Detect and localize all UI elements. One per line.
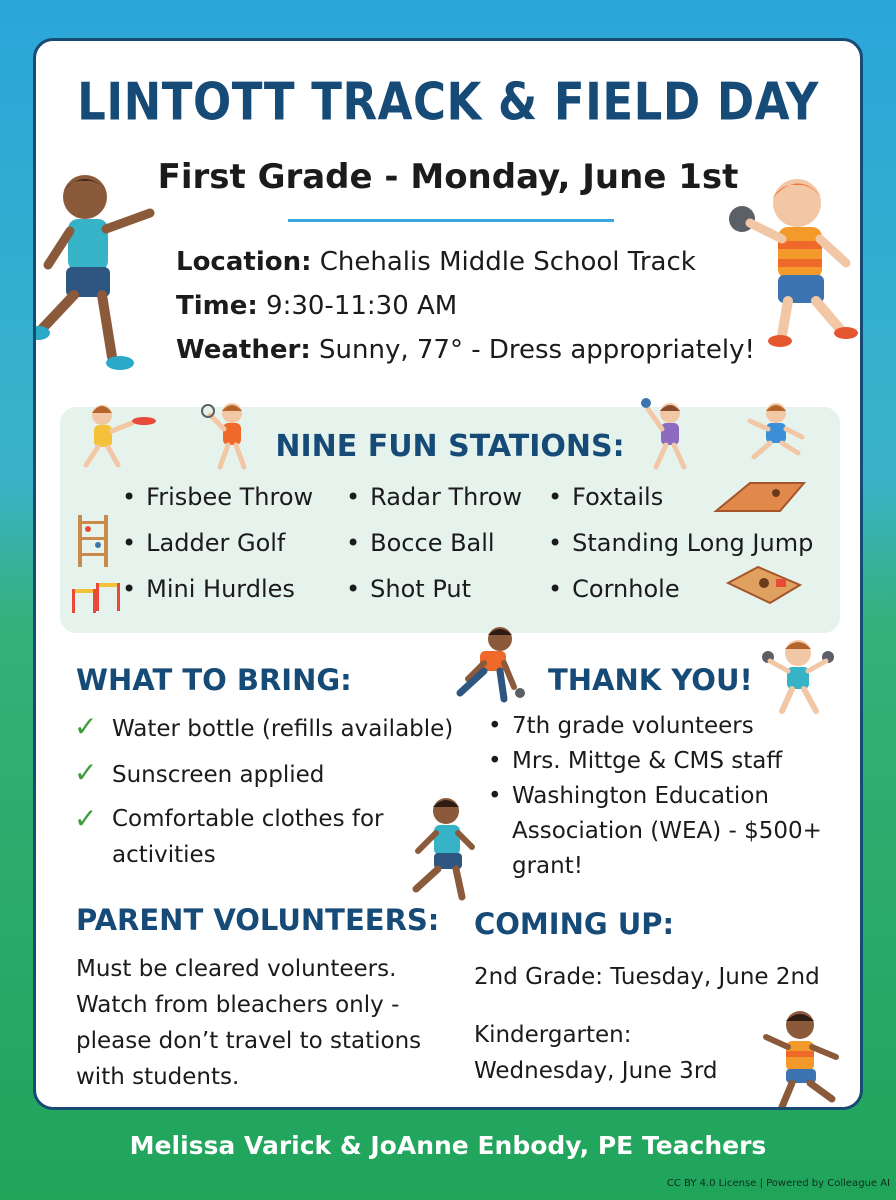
volunteers-text: Must be cleared volunteers. Watch from bleachers only - please don’t travel to stations with students. <box>76 956 422 1090</box>
long-jump-kid-illustration <box>732 395 812 475</box>
volunteers-title: PARENT VOLUNTEERS: <box>76 903 440 937</box>
bocce-kid-illustration <box>444 623 534 705</box>
jumping-kid-illustration <box>754 1007 854 1110</box>
station-item: • Mini Hurdles <box>122 575 295 603</box>
ball-throwing-kid-illustration <box>712 169 862 359</box>
mini-hurdles-illustration <box>68 579 128 619</box>
teacher-names: Melissa Varick & JoAnne Enbody, PE Teachers <box>129 1131 767 1160</box>
license-text: CC BY 4.0 License | Powered by Colleague AI <box>666 1178 890 1189</box>
radar-throw-kid-illustration <box>192 397 262 477</box>
station-item: • Standing Long Jump <box>548 529 813 557</box>
thanks-title: THANK YOU! <box>548 663 753 697</box>
thanks-list <box>488 709 838 884</box>
ladder-golf-illustration <box>74 511 114 571</box>
weather-line <box>176 335 755 365</box>
station-item: • Shot Put <box>346 575 471 603</box>
foxtail-kid-illustration <box>634 395 704 475</box>
time-value: 9:30-11:30 AM <box>266 291 458 321</box>
bring-title: WHAT TO BRING: <box>76 663 352 697</box>
bullet-icon: • <box>488 748 502 774</box>
stations-panel <box>60 407 840 633</box>
time-line <box>176 291 457 321</box>
coming-line-1: 2nd Grade: Tuesday, June 2nd <box>474 964 820 990</box>
location-line <box>176 247 696 277</box>
running-boy-illustration <box>396 793 486 905</box>
station-item: • Radar Throw <box>346 483 522 511</box>
page-subtitle: First Grade - Monday, June 1st <box>157 157 739 197</box>
dumbbell-kid-illustration <box>758 633 838 723</box>
station-item: • Bocce Ball <box>346 529 495 557</box>
station-item: • Foxtails <box>548 483 663 511</box>
checkmark-icon: ✓ <box>74 756 98 789</box>
page-title: LINTOTT TRACK & FIELD DAY <box>77 71 819 132</box>
list-item: ✓ Comfortable clothes for activities <box>74 801 474 873</box>
list-item: ✓ Sunscreen applied <box>74 756 325 789</box>
checkmark-icon: ✓ <box>74 802 98 835</box>
time-label: Time: <box>176 291 258 321</box>
bullet-icon: • <box>488 713 502 739</box>
coming-title: COMING UP: <box>474 907 675 941</box>
station-item: • Frisbee Throw <box>122 483 313 511</box>
list-item: • Washington Education Association (WEA) - $500+ grant! <box>488 779 838 884</box>
bullet-icon: • <box>488 783 502 809</box>
weather-label: Weather: <box>176 335 311 365</box>
station-item: • Ladder Golf <box>122 529 285 557</box>
list-item: • Mrs. Mittge & CMS staff <box>488 744 838 779</box>
list-item: ✓ Water bottle (refills available) <box>74 710 454 743</box>
running-kid-illustration <box>33 169 180 379</box>
stations-title: NINE FUN STATIONS: <box>275 429 625 464</box>
cornhole-board-illustration <box>710 475 810 519</box>
flyer-card <box>33 38 863 1110</box>
coming-line-2: Kindergarten: Wednesday, June 3rd <box>474 1022 718 1084</box>
checkmark-icon: ✓ <box>74 710 98 743</box>
station-item: • Cornhole <box>548 575 680 603</box>
frisbee-kid-illustration <box>78 397 158 475</box>
location-label: Location: <box>176 247 312 277</box>
title-divider <box>288 219 614 222</box>
weather-value: Sunny, 77° - Dress appropriately! <box>319 335 755 365</box>
list-item: • 7th grade volunteers <box>488 709 838 744</box>
location-value: Chehalis Middle School Track <box>319 247 696 277</box>
cornhole-set-illustration <box>724 563 804 613</box>
